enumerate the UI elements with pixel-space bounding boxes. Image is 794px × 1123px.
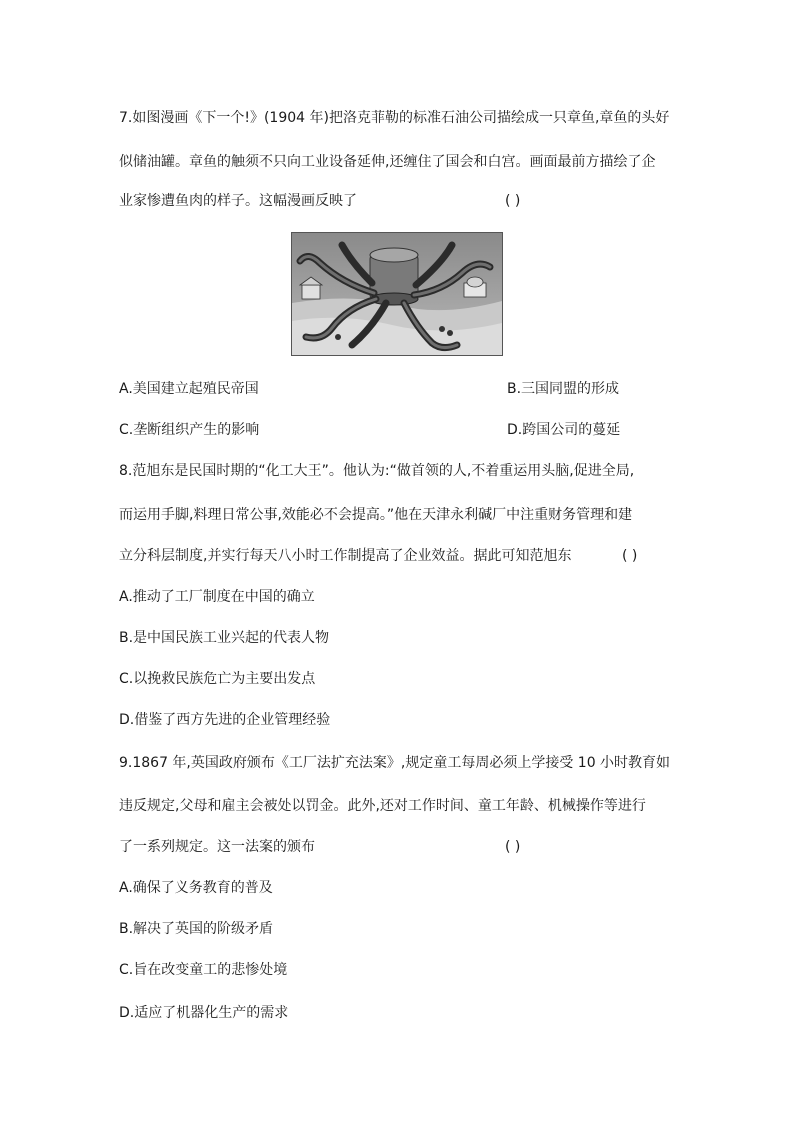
- q9-option-c: C.旨在改变童工的悲惨处境: [119, 962, 288, 978]
- q9-answer-blank: ( ): [505, 839, 521, 855]
- q8-option-a: A.推动了工厂制度在中国的确立: [119, 589, 315, 605]
- q9-option-d: D.适应了机器化生产的需求: [119, 1005, 289, 1021]
- q9-stem-line-2: 违反规定,父母和雇主会被处以罚金。此外,还对工作时间、童工年龄、机械操作等进行: [119, 798, 646, 814]
- q9-stem-line-1: 9.1867 年,英国政府颁布《工厂法扩充法案》,规定童工每周必须上学接受 10 小时教育如: [119, 755, 671, 771]
- q9-stem-line-3: 了一系列规定。这一法案的颁布: [119, 839, 315, 855]
- q8-option-d: D.借鉴了西方先进的企业管理经验: [119, 712, 331, 728]
- octopus-cartoon-image: [291, 232, 503, 356]
- q8-stem-line-3: 立分科层制度,并实行每天八小时工作制提高了企业效益。据此可知范旭东: [119, 548, 572, 564]
- q9-option-b: B.解决了英国的阶级矛盾: [119, 921, 274, 937]
- q7-option-a: A.美国建立起殖民帝国: [119, 381, 259, 397]
- q8-stem-line-2: 而运用手脚,料理日常公事,效能必不会提高。”他在天津永利碱厂中注重财务管理和建: [119, 507, 633, 523]
- q7-stem-line-1: 7.如图漫画《下一个!》(1904 年)把洛克菲勒的标准石油公司描绘成一只章鱼,章鱼的头好: [119, 110, 670, 126]
- q8-stem-line-1: 8.范旭东是民国时期的“化工大王”。他认为:“做首领的人,不着重运用头脑,促进全局,: [119, 463, 635, 479]
- q7-option-b: B.三国同盟的形成: [507, 381, 620, 397]
- q7-stem-line-2: 似储油罐。章鱼的触须不只向工业设备延伸,还缠住了国会和白宫。画面最前方描绘了企: [119, 154, 656, 170]
- q7-answer-blank: ( ): [505, 193, 521, 209]
- q7-option-c: C.垄断组织产生的影响: [119, 422, 260, 438]
- q9-option-a: A.确保了义务教育的普及: [119, 880, 273, 896]
- q7-option-d: D.跨国公司的蔓延: [507, 422, 621, 438]
- q8-option-c: C.以挽救民族危亡为主要出发点: [119, 671, 316, 687]
- q8-option-b: B.是中国民族工业兴起的代表人物: [119, 630, 330, 646]
- q7-stem-line-3: 业家惨遭鱼肉的样子。这幅漫画反映了: [119, 193, 357, 209]
- q8-answer-blank: ( ): [622, 548, 638, 564]
